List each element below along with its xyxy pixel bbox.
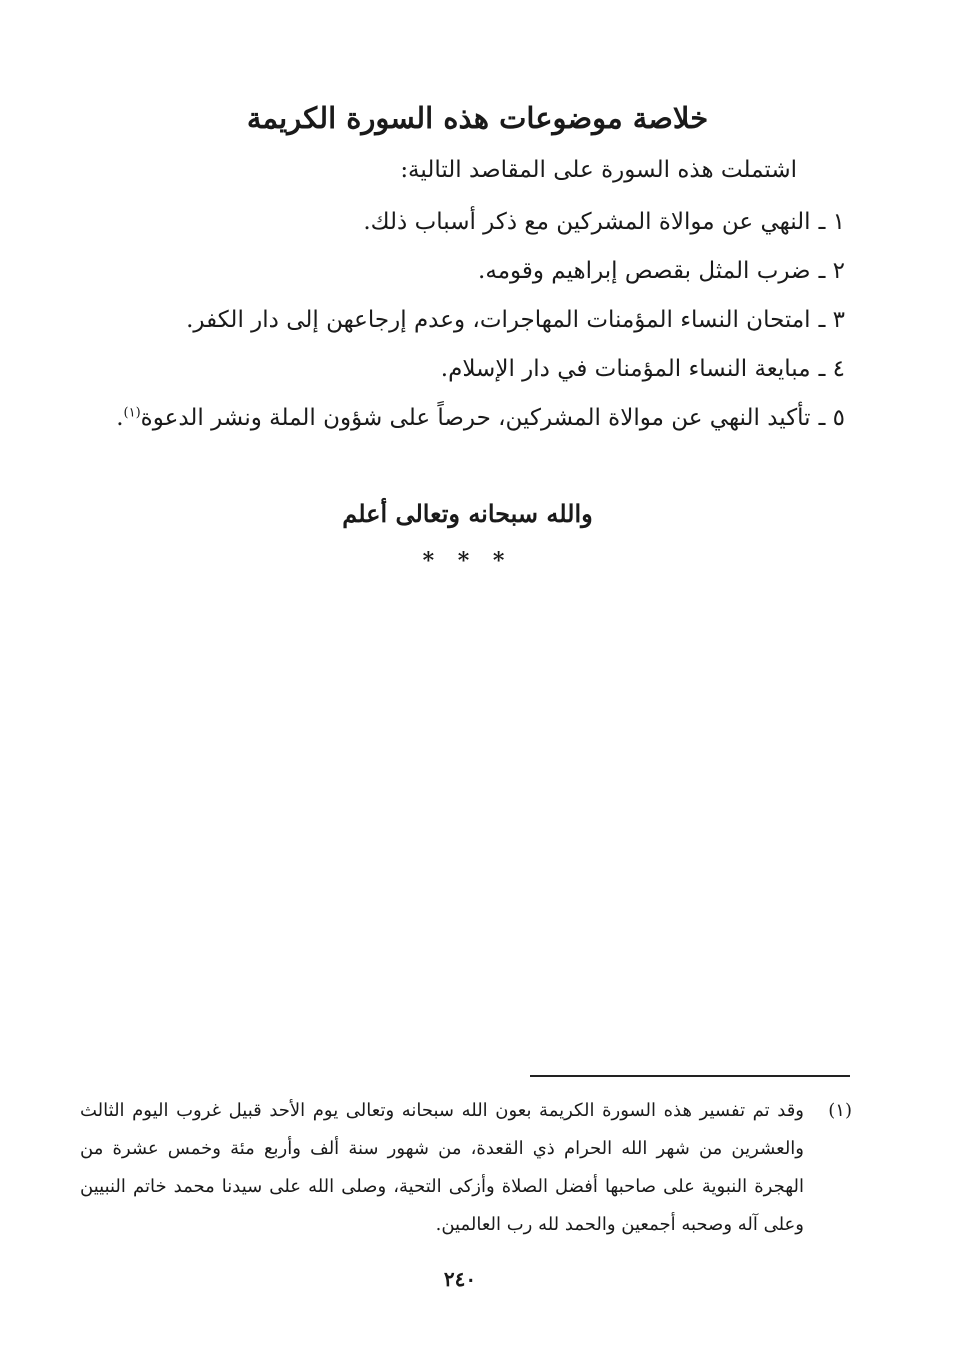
footnote-number: (١) <box>828 1100 852 1121</box>
item-text: النهي عن موالاة المشركين مع ذكر أسباب ذلك. <box>363 209 811 235</box>
item-number: ٣ ـ <box>818 307 845 333</box>
item-text: ضرب المثل بقصص إبراهيم وقومه. <box>478 258 811 284</box>
list-item <box>65 345 845 394</box>
page-title: خلاصة موضوعات هذه السورة الكريمة <box>246 101 709 135</box>
section-divider-stars: * * * <box>422 548 513 574</box>
list-item <box>65 198 845 247</box>
footnote-separator <box>530 1075 850 1077</box>
footnote <box>80 1092 852 1244</box>
item-text: امتحان النساء المؤمنات المهاجرات، وعدم إرجاعهن إلى دار الكفر. <box>186 307 811 333</box>
item-number: ٢ ـ <box>818 258 845 284</box>
item-number: ٥ ـ <box>818 405 845 431</box>
intro-text: اشتملت هذه السورة على المقاصد التالية: <box>400 157 797 183</box>
item-text: تأكيد النهي عن موالاة المشركين، حرصاً على شؤون الملة ونشر الدعوة <box>140 405 811 431</box>
objectives-list <box>65 198 845 438</box>
footnote-reference[interactable]: (١) <box>123 405 141 421</box>
list-item <box>65 296 845 345</box>
list-item <box>65 247 845 296</box>
list-item <box>75 394 845 438</box>
item-text: مبايعة النساء المؤمنات في دار الإسلام. <box>440 356 811 382</box>
item-tail: . <box>116 405 124 431</box>
footnote-text: وقد تم تفسير هذه السورة الكريمة بعون الله سبحانه وتعالى يوم الأحد قبيل غروب اليوم الثالث والعشرين من شهر الله الحرام ذي القعدة، من شهور سنة ألف وأربع مئة وخمس عشرة من الهجرة النبوية على صاحبها أفضل الصلاة وأزكى التحية، وصلى الله على سيدنا محمد خاتم النبيين وعلى آله وصحبه أجمعين والحمد لله رب العالمين. <box>80 1100 804 1235</box>
closing-phrase: والله سبحانه وتعالى أعلم <box>342 499 593 528</box>
item-number: ١ ـ <box>818 209 845 235</box>
page-number: ٢٤٠ <box>443 1267 477 1291</box>
item-number: ٤ ـ <box>818 356 845 382</box>
